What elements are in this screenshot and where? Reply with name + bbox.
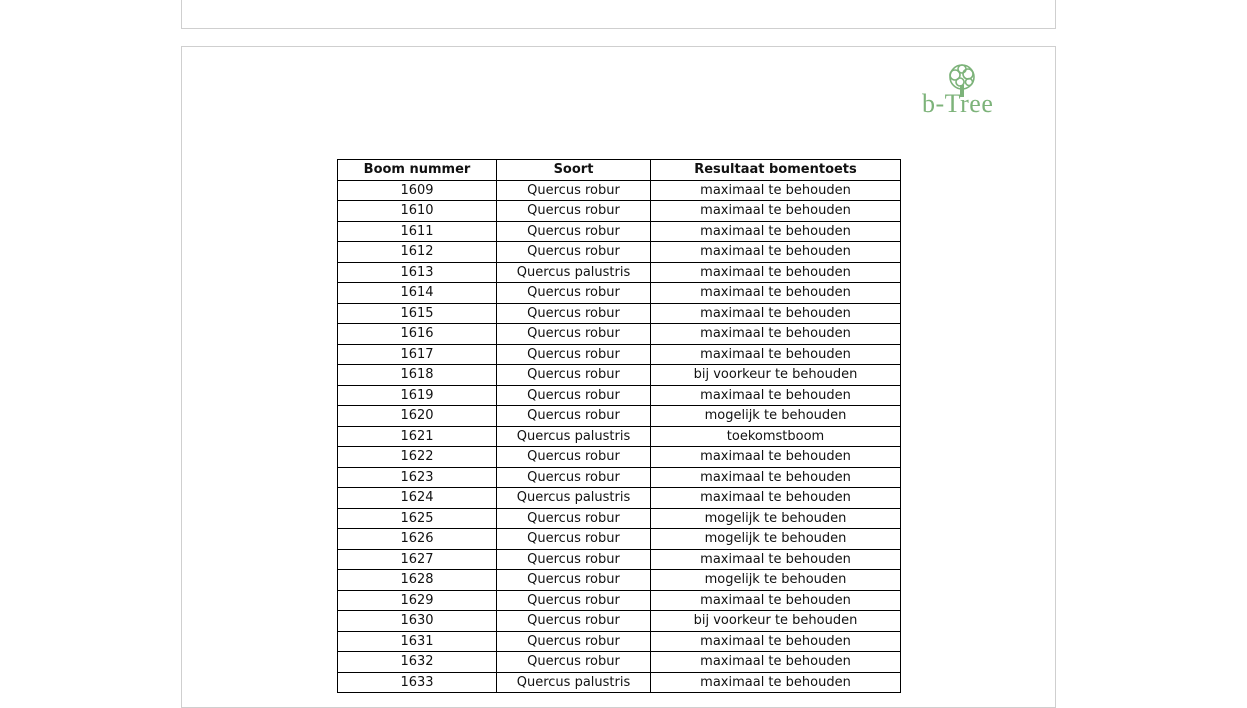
- cell-boom-nummer: 1610: [338, 201, 497, 222]
- cell-soort: Quercus robur: [497, 611, 651, 632]
- cell-resultaat: maximaal te behouden: [651, 549, 901, 570]
- cell-boom-nummer: 1621: [338, 426, 497, 447]
- cell-boom-nummer: 1628: [338, 570, 497, 591]
- cell-boom-nummer: 1627: [338, 549, 497, 570]
- cell-boom-nummer: 1632: [338, 652, 497, 673]
- cell-boom-nummer: 1624: [338, 488, 497, 509]
- cell-resultaat: maximaal te behouden: [651, 180, 901, 201]
- table-row: [338, 631, 901, 652]
- cell-soort: Quercus robur: [497, 447, 651, 468]
- cell-soort: Quercus robur: [497, 508, 651, 529]
- cell-soort: Quercus robur: [497, 570, 651, 591]
- cell-boom-nummer: 1617: [338, 344, 497, 365]
- cell-soort: Quercus robur: [497, 365, 651, 386]
- cell-resultaat: maximaal te behouden: [651, 488, 901, 509]
- table-row: [338, 467, 901, 488]
- cell-boom-nummer: 1618: [338, 365, 497, 386]
- cell-soort: Quercus robur: [497, 406, 651, 427]
- document-page: [181, 46, 1056, 708]
- cell-boom-nummer: 1630: [338, 611, 497, 632]
- cell-soort: Quercus robur: [497, 385, 651, 406]
- cell-soort: Quercus robur: [497, 303, 651, 324]
- cell-resultaat: bij voorkeur te behouden: [651, 611, 901, 632]
- cell-soort: Quercus palustris: [497, 672, 651, 693]
- cell-soort: Quercus robur: [497, 221, 651, 242]
- cell-resultaat: maximaal te behouden: [651, 303, 901, 324]
- cell-boom-nummer: 1633: [338, 672, 497, 693]
- cell-resultaat: maximaal te behouden: [651, 672, 901, 693]
- table-row: [338, 303, 901, 324]
- cell-soort: Quercus robur: [497, 631, 651, 652]
- cell-resultaat: maximaal te behouden: [651, 262, 901, 283]
- cell-boom-nummer: 1620: [338, 406, 497, 427]
- table-row: [338, 426, 901, 447]
- table-row: [338, 385, 901, 406]
- cell-boom-nummer: 1616: [338, 324, 497, 345]
- cell-resultaat: mogelijk te behouden: [651, 570, 901, 591]
- cell-soort: Quercus robur: [497, 242, 651, 263]
- table-row: [338, 549, 901, 570]
- cell-resultaat: mogelijk te behouden: [651, 406, 901, 427]
- cell-soort: Quercus robur: [497, 283, 651, 304]
- table-row: [338, 652, 901, 673]
- cell-resultaat: maximaal te behouden: [651, 631, 901, 652]
- cell-boom-nummer: 1625: [338, 508, 497, 529]
- b-tree-logo: [922, 63, 1022, 121]
- cell-resultaat: maximaal te behouden: [651, 590, 901, 611]
- cell-boom-nummer: 1609: [338, 180, 497, 201]
- cell-boom-nummer: 1614: [338, 283, 497, 304]
- cell-soort: Quercus robur: [497, 324, 651, 345]
- cell-resultaat: maximaal te behouden: [651, 221, 901, 242]
- cell-boom-nummer: 1626: [338, 529, 497, 550]
- cell-boom-nummer: 1615: [338, 303, 497, 324]
- cell-resultaat: maximaal te behouden: [651, 283, 901, 304]
- cell-resultaat: toekomstboom: [651, 426, 901, 447]
- cell-resultaat: mogelijk te behouden: [651, 529, 901, 550]
- cell-soort: Quercus palustris: [497, 262, 651, 283]
- table-row: [338, 406, 901, 427]
- cell-boom-nummer: 1611: [338, 221, 497, 242]
- header-soort: Soort: [497, 160, 651, 181]
- tree-assessment-table: [337, 159, 901, 693]
- cell-resultaat: maximaal te behouden: [651, 344, 901, 365]
- cell-resultaat: maximaal te behouden: [651, 447, 901, 468]
- table-row: [338, 508, 901, 529]
- previous-page: [181, 0, 1056, 29]
- table-row: [338, 221, 901, 242]
- cell-resultaat: maximaal te behouden: [651, 467, 901, 488]
- table-body: [338, 180, 901, 693]
- cell-boom-nummer: 1612: [338, 242, 497, 263]
- cell-boom-nummer: 1622: [338, 447, 497, 468]
- table-row: [338, 262, 901, 283]
- table-row: [338, 344, 901, 365]
- table-row: [338, 672, 901, 693]
- table-row: [338, 180, 901, 201]
- cell-resultaat: bij voorkeur te behouden: [651, 365, 901, 386]
- cell-soort: Quercus robur: [497, 529, 651, 550]
- header-resultaat: Resultaat bomentoets: [651, 160, 901, 181]
- table-header-row: [338, 160, 901, 181]
- cell-boom-nummer: 1613: [338, 262, 497, 283]
- cell-boom-nummer: 1619: [338, 385, 497, 406]
- cell-resultaat: mogelijk te behouden: [651, 508, 901, 529]
- header-boom-nummer: Boom nummer: [338, 160, 497, 181]
- cell-resultaat: maximaal te behouden: [651, 242, 901, 263]
- table-row: [338, 324, 901, 345]
- cell-soort: Quercus palustris: [497, 488, 651, 509]
- cell-boom-nummer: 1631: [338, 631, 497, 652]
- table-row: [338, 242, 901, 263]
- logo-text: b-Tree: [922, 89, 994, 118]
- cell-soort: Quercus robur: [497, 467, 651, 488]
- cell-soort: Quercus robur: [497, 201, 651, 222]
- table-row: [338, 570, 901, 591]
- table-row: [338, 590, 901, 611]
- cell-boom-nummer: 1629: [338, 590, 497, 611]
- table-row: [338, 447, 901, 468]
- cell-resultaat: maximaal te behouden: [651, 652, 901, 673]
- cell-soort: Quercus robur: [497, 180, 651, 201]
- cell-soort: Quercus robur: [497, 344, 651, 365]
- cell-soort: Quercus robur: [497, 652, 651, 673]
- cell-boom-nummer: 1623: [338, 467, 497, 488]
- cell-soort: Quercus palustris: [497, 426, 651, 447]
- cell-resultaat: maximaal te behouden: [651, 324, 901, 345]
- table-row: [338, 201, 901, 222]
- table-row: [338, 488, 901, 509]
- cell-resultaat: maximaal te behouden: [651, 201, 901, 222]
- cell-soort: Quercus robur: [497, 590, 651, 611]
- cell-resultaat: maximaal te behouden: [651, 385, 901, 406]
- table-row: [338, 611, 901, 632]
- table-row: [338, 529, 901, 550]
- table-row: [338, 283, 901, 304]
- cell-soort: Quercus robur: [497, 549, 651, 570]
- table-row: [338, 365, 901, 386]
